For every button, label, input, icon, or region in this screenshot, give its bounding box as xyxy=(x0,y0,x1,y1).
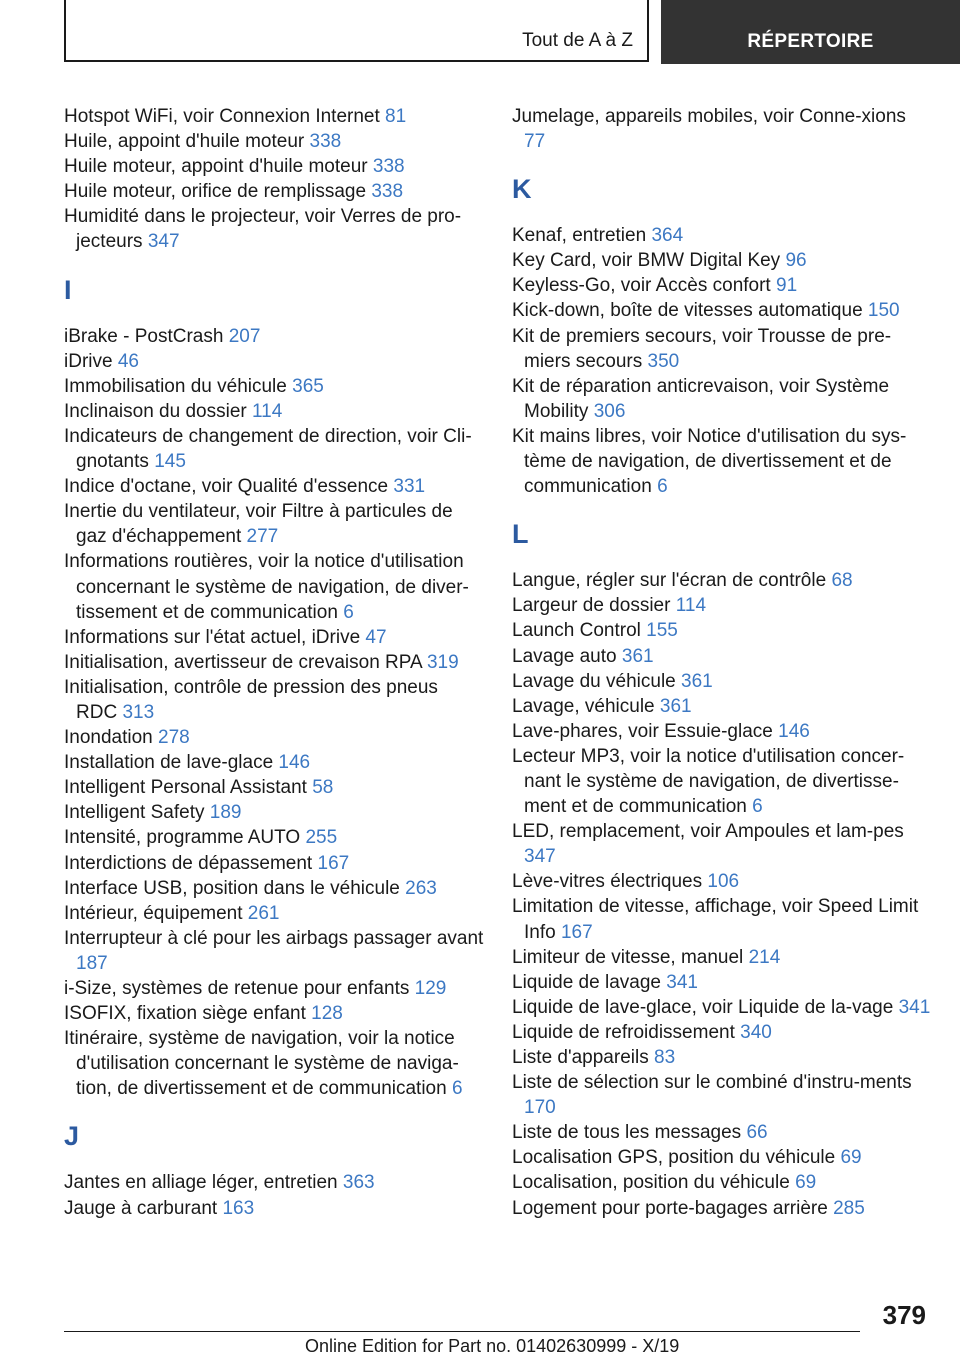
page-number: 379 xyxy=(882,1300,926,1330)
index-entry-text: Limitation de vitesse, affichage, voir Speed Limit Info xyxy=(512,896,919,943)
index-entry xyxy=(64,424,484,474)
index-entry-text: Jantes en alliage léger, entretien xyxy=(64,1172,338,1194)
index-page-link[interactable]: 365 xyxy=(292,375,324,397)
index-page-link[interactable]: 81 xyxy=(385,106,407,127)
index-entry-text: iDrive xyxy=(64,350,113,372)
index-entry-text: Inondation xyxy=(64,727,153,749)
index-entry xyxy=(64,1001,484,1026)
index-entry-text: Limiteur de vitesse, manuel xyxy=(512,946,744,968)
index-entry-text: Informations routières, voir la notice d'utilisation concernant le système de navigation, de diver‐tissement et de communication xyxy=(64,551,469,623)
index-entry xyxy=(512,719,932,744)
index-page-link[interactable]: 68 xyxy=(831,570,853,592)
index-entry xyxy=(64,1170,484,1195)
index-page-link[interactable]: 6 xyxy=(752,796,763,818)
index-entry-text: Humidité dans le projecteur, voir Verres de pro‐jecteurs xyxy=(64,206,462,253)
index-entry-text: Initialisation, contrôle de pression des pneus RDC xyxy=(64,676,438,723)
index-entry-text: Largeur de dossier xyxy=(512,595,671,617)
index-column-right xyxy=(512,104,932,1221)
index-entry-text: Huile moteur, appoint d'huile moteur xyxy=(64,156,368,178)
index-entry xyxy=(512,248,932,273)
index-entry xyxy=(64,926,484,976)
index-entry-text: Initialisation, avertisseur de crevaison RPA xyxy=(64,651,422,673)
index-entry-text: Jumelage, appareils mobiles, voir Conne‐xions xyxy=(512,106,906,127)
index-entry-text: Hotspot WiFi, voir Connexion Internet xyxy=(64,106,380,127)
index-entry-text: i-Size, systèmes de retenue pour enfants xyxy=(64,978,410,999)
index-entry xyxy=(512,273,932,298)
index-entry xyxy=(512,1145,932,1170)
footer-edition: Online Edition for Part no. 01402630999 - X/19 xyxy=(305,1336,680,1356)
index-entry-text: Launch Control xyxy=(512,620,641,642)
index-entry xyxy=(64,725,484,750)
index-page-link[interactable]: 170 xyxy=(524,1097,556,1119)
index-entry-text: Interdictions de dépassement xyxy=(64,852,313,874)
index-entry xyxy=(512,694,932,719)
index-letter-heading: K xyxy=(512,174,532,205)
index-entry xyxy=(64,349,484,374)
index-page-link[interactable]: 341 xyxy=(666,971,698,993)
index-entry-text: Lavage du véhicule xyxy=(512,670,676,692)
index-page-link[interactable]: 364 xyxy=(651,225,684,247)
index-page-link[interactable]: 338 xyxy=(371,181,404,203)
index-entry-text: Lave-phares, voir Essuie-glace xyxy=(512,720,773,742)
index-page-link[interactable]: 150 xyxy=(867,300,900,322)
index-entry xyxy=(512,324,932,374)
index-entry-text: Localisation, position du véhicule xyxy=(512,1172,790,1194)
index-page-link[interactable]: 66 xyxy=(746,1122,768,1144)
index-page-link[interactable]: 129 xyxy=(414,978,447,999)
index-entry-text: Liquide de refroidissement xyxy=(512,1021,735,1043)
index-entry-text: Localisation GPS, position du véhicule xyxy=(512,1147,836,1169)
index-page-link[interactable]: 146 xyxy=(278,752,311,774)
index-page-link[interactable]: 263 xyxy=(405,877,437,899)
index-entry-text: Kick-down, boîte de vitesses automatique xyxy=(512,300,863,322)
index-page-link[interactable]: 341 xyxy=(898,996,931,1018)
index-page-link[interactable]: 313 xyxy=(122,701,155,723)
index-entry xyxy=(512,744,932,819)
index-page-link[interactable]: 340 xyxy=(740,1021,772,1043)
index-page-link[interactable]: 155 xyxy=(646,620,678,642)
index-page-link[interactable]: 361 xyxy=(681,670,713,692)
index-page-link[interactable]: 128 xyxy=(311,1003,343,1025)
index-entry-text: Huile moteur, orifice de remplissage xyxy=(64,181,367,203)
index-entry xyxy=(512,894,932,944)
index-page-link[interactable]: 167 xyxy=(317,852,350,874)
index-entry-text: Intérieur, équipement xyxy=(64,902,243,924)
index-entry xyxy=(512,644,932,669)
index-entry-text: Lève-vitres électriques xyxy=(512,871,703,893)
index-entry xyxy=(512,424,932,499)
index-entry-text: Liquide de lave-glace, voir Liquide de la‐vage xyxy=(512,996,894,1018)
index-entry-text: Interface USB, position dans le véhicule xyxy=(64,877,400,899)
index-entry xyxy=(64,549,484,624)
index-entry-text: Logement pour porte-bagages arrière xyxy=(512,1197,828,1219)
index-page-link[interactable]: 69 xyxy=(795,1172,817,1194)
index-entry xyxy=(64,851,484,876)
index-entry xyxy=(64,625,484,650)
index-entry xyxy=(512,618,932,643)
index-page-link[interactable]: 6 xyxy=(657,476,668,498)
index-page-link[interactable]: 145 xyxy=(154,451,186,473)
index-entry xyxy=(512,1196,932,1221)
index-entry xyxy=(512,568,932,593)
index-entry xyxy=(64,374,484,399)
index-entry xyxy=(64,650,484,675)
index-entry xyxy=(512,298,932,323)
index-page-link[interactable]: 338 xyxy=(309,131,342,153)
index-entry xyxy=(64,825,484,850)
index-entry-text: Indice d'octane, voir Qualité d'essence xyxy=(64,476,389,498)
index-page-link[interactable]: 163 xyxy=(222,1197,255,1219)
index-page-link[interactable]: 350 xyxy=(647,350,680,372)
index-page-link[interactable]: 255 xyxy=(305,827,338,849)
index-entry-text: Huile, appoint d'huile moteur xyxy=(64,131,305,153)
index-page-link[interactable]: 114 xyxy=(252,400,283,422)
index-page-link[interactable]: 331 xyxy=(393,476,426,498)
index-entry xyxy=(64,104,484,129)
index-page-link[interactable]: 189 xyxy=(209,802,242,824)
index-entry xyxy=(64,750,484,775)
index-entry-text: Indicateurs de changement de direction, voir Cli‐gnotants xyxy=(64,425,472,473)
index-page-link[interactable]: 361 xyxy=(659,695,692,717)
index-entry-text: Liquide de lavage xyxy=(512,971,661,993)
index-letter-heading: I xyxy=(64,274,72,305)
index-page-link[interactable]: 338 xyxy=(372,156,405,178)
index-page-link[interactable]: 167 xyxy=(560,921,593,943)
index-page-link[interactable]: 214 xyxy=(748,946,781,968)
index-entry-text: Immobilisation du véhicule xyxy=(64,375,287,397)
index-page-link[interactable]: 347 xyxy=(147,231,180,253)
index-entry xyxy=(64,154,484,179)
index-letter-heading: L xyxy=(512,519,529,550)
index-entry-text: LED, remplacement, voir Ampoules et lam‐pes xyxy=(512,821,904,843)
index-page-link[interactable]: 6 xyxy=(451,1078,463,1100)
index-entry xyxy=(64,179,484,204)
index-entry xyxy=(512,104,932,154)
index-column-left xyxy=(64,104,484,1221)
index-entry xyxy=(64,976,484,1001)
index-page-link[interactable]: 187 xyxy=(76,952,108,974)
index-entry xyxy=(64,204,484,254)
index-page-link[interactable]: 91 xyxy=(776,275,798,297)
index-entry xyxy=(64,901,484,926)
index-entry-text: Kit de premiers secours, voir Trousse de pre‐miers secours xyxy=(512,325,892,372)
index-entry-text: Lecteur MP3, voir la notice d'utilisation concer‐nant le système de navigation, de divertisse‐ment et de communication xyxy=(512,745,905,818)
index-entry xyxy=(64,499,484,549)
header-section-box xyxy=(64,0,649,62)
index-entry xyxy=(512,1045,932,1070)
index-entry-text: Inclinaison du dossier xyxy=(64,400,247,422)
index-entry xyxy=(512,1070,932,1120)
index-page-link[interactable]: 277 xyxy=(246,526,279,548)
index-page-link[interactable]: 146 xyxy=(778,720,810,742)
index-page-link[interactable]: 361 xyxy=(621,645,654,667)
index-page-link[interactable]: 77 xyxy=(524,131,546,153)
index-entry-text: Intelligent Personal Assistant xyxy=(64,777,307,799)
index-page-link[interactable]: 83 xyxy=(654,1047,676,1068)
index-entry-text: Interrupteur à clé pour les airbags passager avant xyxy=(64,927,484,949)
index-entry-text: Langue, régler sur l'écran de contrôle xyxy=(512,570,827,592)
index-entry-text: Itinéraire, système de navigation, voir la notice d'utilisation concernant le système de naviga‐tion, de divertissement et de communication xyxy=(64,1028,459,1100)
index-entry-text: Intelligent Safety xyxy=(64,802,205,824)
index-entry xyxy=(64,129,484,154)
index-page-link[interactable]: 96 xyxy=(785,250,807,272)
index-entry xyxy=(512,223,932,248)
index-page-link[interactable]: 347 xyxy=(524,846,556,868)
index-letter-heading: J xyxy=(64,1121,80,1152)
index-page-link[interactable]: 207 xyxy=(228,325,261,347)
index-entry xyxy=(64,800,484,825)
index-entry-text: ISOFIX, fixation siège enfant xyxy=(64,1003,306,1025)
index-page-link[interactable]: 46 xyxy=(117,350,139,372)
index-entry-text: Lavage, véhicule xyxy=(512,695,655,717)
index-entry-text: Lavage auto xyxy=(512,645,617,667)
index-page-link[interactable]: 319 xyxy=(426,651,459,673)
index-entry-text: Informations sur l'état actuel, iDrive xyxy=(64,626,361,648)
index-page-link[interactable]: 278 xyxy=(158,727,190,749)
index-entry-text: iBrake ‑ PostCrash xyxy=(64,325,224,347)
index-entry-text: Kit de réparation anticrevaison, voir Système Mobility xyxy=(512,375,890,422)
index-entry xyxy=(512,819,932,869)
index-entry xyxy=(512,995,932,1020)
index-entry xyxy=(512,593,932,618)
footer-divider xyxy=(64,1331,860,1332)
index-entry xyxy=(64,675,484,725)
index-entry-text: Intensité, programme AUTO xyxy=(64,827,301,849)
index-entry-text: Installation de lave-glace xyxy=(64,752,274,774)
index-page-link[interactable]: 306 xyxy=(593,400,626,422)
index-entry xyxy=(512,945,932,970)
index-entry xyxy=(512,970,932,995)
index-entry-text: Inertie du ventilateur, voir Filtre à particules de gaz d'échappement xyxy=(64,501,453,548)
index-page-link[interactable]: 106 xyxy=(707,871,740,893)
index-entry xyxy=(64,474,484,499)
index-entry xyxy=(512,374,932,424)
index-entry xyxy=(512,869,932,894)
index-entry xyxy=(64,775,484,800)
index-entry-text: Keyless-Go, voir Accès confort xyxy=(512,275,771,297)
index-page-link[interactable]: 285 xyxy=(833,1197,865,1219)
index-page-link[interactable]: 69 xyxy=(840,1147,862,1169)
index-page-link[interactable]: 47 xyxy=(365,626,387,648)
index-entry xyxy=(512,1120,932,1145)
index-entry xyxy=(64,1026,484,1101)
index-entry-text: Liste de tous les messages xyxy=(512,1122,742,1144)
index-page-link[interactable]: 114 xyxy=(675,595,707,617)
index-entry xyxy=(64,876,484,901)
index-entry-text: Liste d'appareils xyxy=(512,1047,649,1068)
index-entry-text: Key Card, voir BMW Digital Key xyxy=(512,250,781,272)
header-section-title: Tout de A à Z xyxy=(522,30,633,51)
header-chapter-tab[interactable]: RÉPERTOIRE xyxy=(661,0,960,64)
index-entry xyxy=(512,1020,932,1045)
index-page-link[interactable]: 261 xyxy=(247,902,280,924)
index-page-link[interactable]: 58 xyxy=(312,777,334,799)
index-page-link[interactable]: 6 xyxy=(343,601,354,623)
index-page-link[interactable]: 363 xyxy=(342,1172,375,1194)
index-entry-text: Liste de sélection sur le combiné d'instru‐ments xyxy=(512,1072,912,1094)
index-entry xyxy=(64,1196,484,1221)
index-entry-text: Kit mains libres, voir Notice d'utilisation du sys‐tème de navigation, de divertissement et de communication xyxy=(512,425,907,498)
index-entry xyxy=(512,669,932,694)
index-entry-text: Jauge à carburant xyxy=(64,1197,218,1219)
index-entry xyxy=(64,399,484,424)
index-entry-text: Kenaf, entretien xyxy=(512,225,647,247)
index-entry xyxy=(512,1170,932,1195)
index-entry xyxy=(64,324,484,349)
